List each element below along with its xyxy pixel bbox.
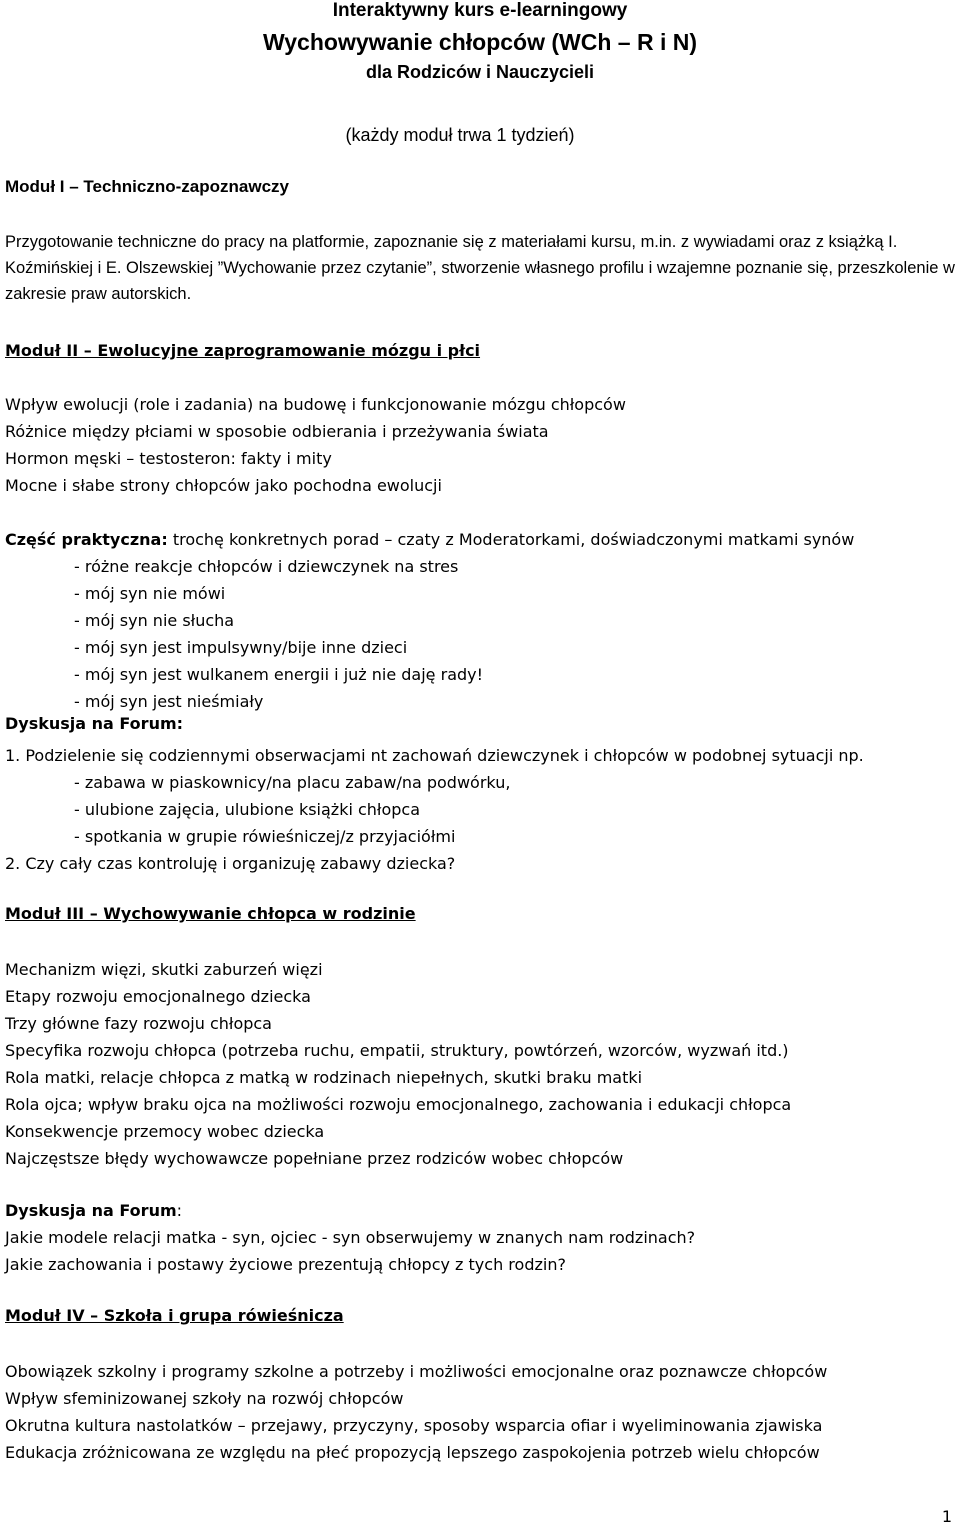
module-3-topic: Etapy rozwoju emocjonalnego dziecka: [5, 987, 311, 1006]
module-3-topic: Rola matki, relacje chłopca z matką w rodzinach niepełnych, skutki braku matki: [5, 1068, 643, 1087]
practical-item: - różne reakcje chłopców i dziewczynek na stres: [74, 557, 459, 576]
page-number: 1: [941, 1507, 952, 1526]
module-2-topic: Wpływ ewolucji (role i zadania) na budowę i funkcjonowanie mózgu chłopców: [5, 395, 626, 414]
practical-item: - mój syn nie słucha: [74, 611, 235, 630]
module-4-topic: Wpływ sfeminizowanej szkoły na rozwój chłopców: [5, 1389, 404, 1408]
practical-item: - mój syn jest nieśmiały: [74, 692, 264, 711]
course-audience: dla Rodziców i Nauczycieli: [365, 62, 595, 82]
forum-question-item: - spotkania w grupie rówieśniczej/z przyjaciółmi: [74, 827, 456, 846]
module-4-topic: Okrutna kultura nastolatków – przejawy, przyczyny, sposoby wsparcia ofiar i wyeliminowania zjawiska: [5, 1416, 823, 1435]
module-2-topic: Hormon męski – testosteron: fakty i mity: [5, 449, 332, 468]
module-1-heading: Moduł I – Techniczno-zapoznawczy: [5, 177, 289, 196]
module-3-forum-line: [5, 1198, 182, 1224]
module-3-topic: Konsekwencje przemocy wobec dziecka: [5, 1122, 325, 1141]
module-2-forum-label: Dyskusja na Forum:: [5, 714, 184, 733]
module-1-description: Przygotowanie techniczne do pracy na platformie, zapoznanie się z materiałami kursu, m.in. z wywiadami oraz z książką I. Koźmińskiej i E. Olszewskiej ”Wychowanie przez czytanie”, stworzenie własnego profilu i wzajemne poznanie się, przeszkolenie w zakresie praw autorskich.: [5, 233, 955, 303]
practical-item: - mój syn jest impulsywny/bije inne dzieci: [74, 638, 408, 657]
module-3-topic: Trzy główne fazy rozwoju chłopca: [5, 1014, 272, 1033]
forum-question: 2. Czy cały czas kontroluję i organizuję zabawy dziecka?: [5, 854, 456, 873]
course-type-title: Interaktywny kurs e-learningowy: [332, 0, 628, 21]
forum-question: Jakie zachowania i postawy życiowe prezentują chłopcy z tych rodzin?: [5, 1255, 566, 1274]
module-3-topic: Specyfika rozwoju chłopca (potrzeba ruchu, empatii, struktury, powtórzeń, wzorców, wyzwań itd.): [5, 1041, 789, 1060]
module-3-topic: Najczęstsze błędy wychowawcze popełniane przez rodziców wobec chłopców: [5, 1149, 624, 1168]
forum-question: 1. Podzielenie się codziennymi obserwacjami nt zachowań dziewczynek i chłopców w podobnej sytuacji np.: [5, 746, 864, 765]
forum-question-item: - zabawa w piaskownicy/na placu zabaw/na podwórku,: [74, 773, 511, 792]
module-3-heading: Moduł III – Wychowywanie chłopca w rodzinie: [5, 904, 416, 923]
module-3-forum-label: Dyskusja na Forum: [5, 1201, 177, 1220]
module-4-topic: Obowiązek szkolny i programy szkolne a potrzeby i możliwości emocjonalne oraz poznawcze chłopców: [5, 1362, 828, 1381]
module-2-topic: Mocne i słabe strony chłopców jako pochodna ewolucji: [5, 476, 442, 495]
practical-part-label: Część praktyczna:: [5, 530, 168, 549]
module-3-topic: Mechanizm więzi, skutki zaburzeń więzi: [5, 960, 323, 979]
module-4-topic: Edukacja zróżnicowana ze względu na płeć propozycją lepszego zaspokojenia potrzeb wielu chłopców: [5, 1443, 820, 1462]
practical-part-text: trochę konkretnych porad – czaty z Moderatorkami, doświadczonymi matkami synów: [167, 530, 855, 549]
module-2-heading: Moduł II – Ewolucyjne zaprogramowanie mózgu i płci: [5, 341, 481, 360]
module-4-heading: Moduł IV – Szkoła i grupa rówieśnicza: [5, 1306, 344, 1325]
practical-part-line: [5, 527, 854, 553]
module-2-topic: Różnice między płciami w sposobie odbierania i przeżywania świata: [5, 422, 549, 441]
practical-item: - mój syn jest wulkanem energii i już nie daję rady!: [74, 665, 484, 684]
course-title: Wychowywanie chłopców (WCh – R i N): [262, 29, 698, 55]
module-3-forum-colon: :: [176, 1201, 183, 1220]
forum-question-item: - ulubione zajęcia, ulubione książki chłopca: [74, 800, 421, 819]
practical-item: - mój syn nie mówi: [74, 584, 226, 603]
module-duration-note: (każdy moduł trwa 1 tydzień): [345, 125, 575, 145]
forum-question: Jakie modele relacji matka - syn, ojciec - syn obserwujemy w znanych nam rodzinach?: [5, 1228, 696, 1247]
module-3-topic: Rola ojca; wpływ braku ojca na możliwości rozwoju emocjonalnego, zachowania i edukacji chłopca: [5, 1095, 792, 1114]
